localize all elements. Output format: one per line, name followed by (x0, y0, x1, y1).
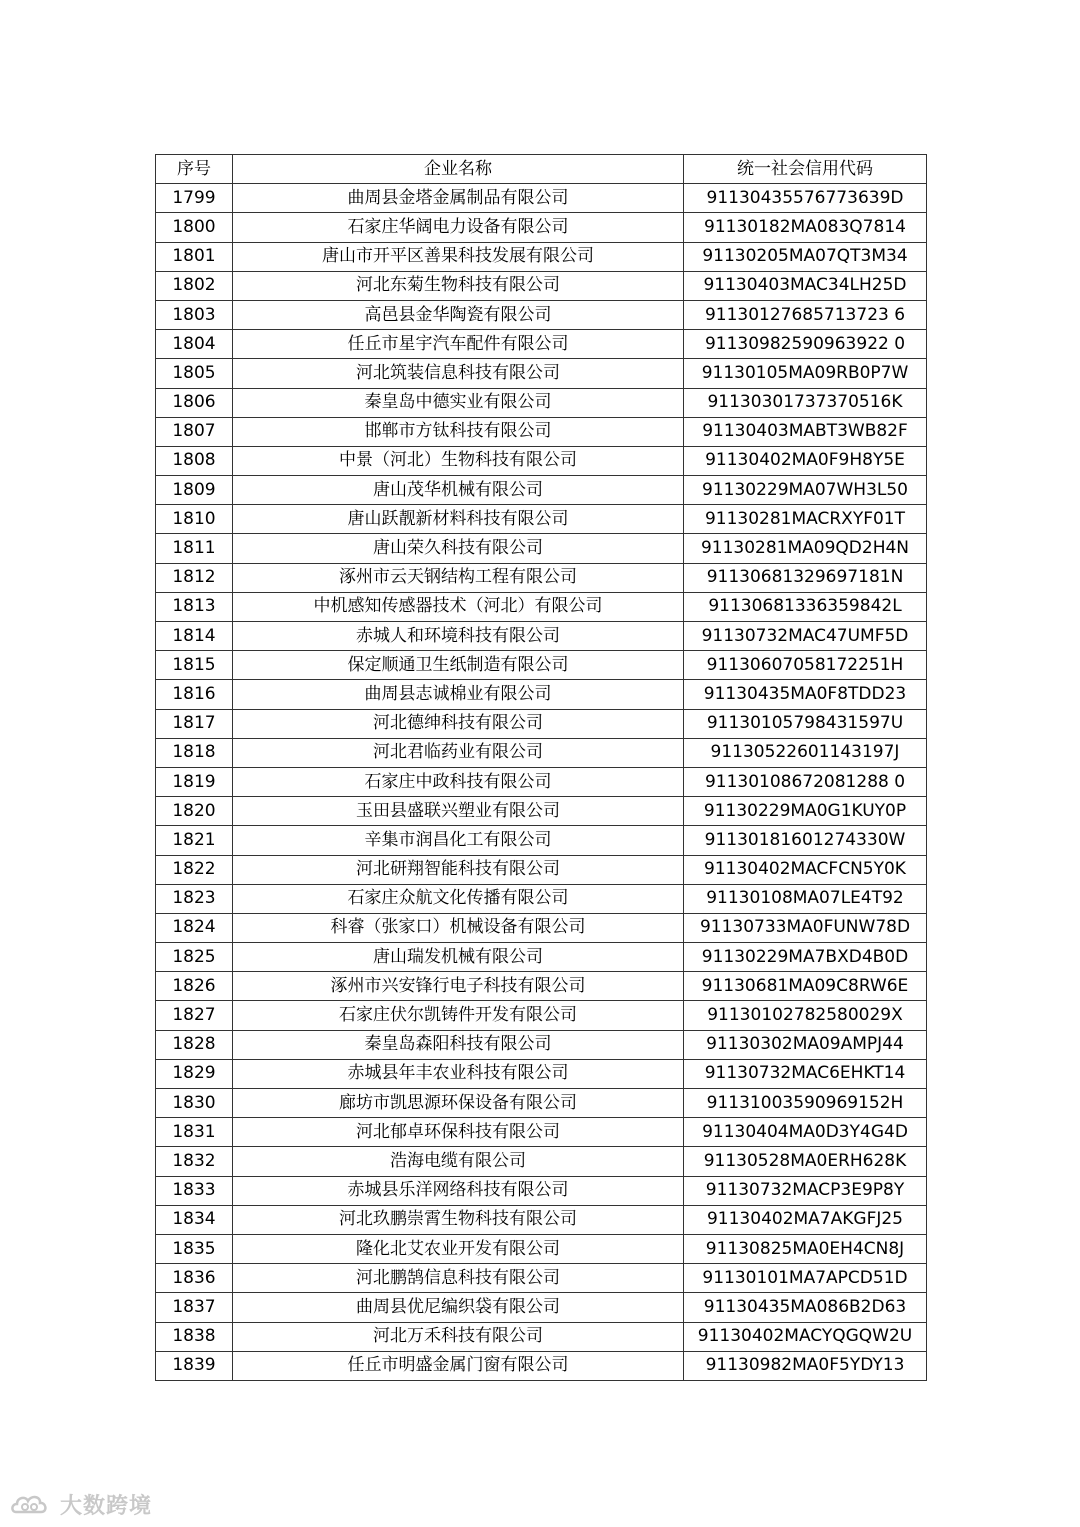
table-row (156, 359, 927, 388)
row-index: 1824 (156, 913, 233, 942)
row-index: 1823 (156, 884, 233, 913)
company-name: 秦皇岛中德实业有限公司 (233, 388, 684, 417)
enterprise-table (155, 154, 927, 1381)
credit-code: 91130102782580029X (684, 1001, 927, 1030)
credit-code: 91130733MA0FUNW78D (684, 913, 927, 942)
watermark-text: 大数跨境 (60, 1493, 153, 1519)
row-index: 1800 (156, 213, 233, 242)
header-index: 序号 (156, 155, 233, 184)
row-index: 1830 (156, 1089, 233, 1118)
row-index: 1818 (156, 738, 233, 767)
company-name: 唐山茂华机械有限公司 (233, 476, 684, 505)
company-name: 中景（河北）生物科技有限公司 (233, 446, 684, 475)
table-body (156, 184, 927, 1381)
company-name: 保定顺通卫生纸制造有限公司 (233, 651, 684, 680)
company-name: 赤城人和环境科技有限公司 (233, 622, 684, 651)
row-index: 1806 (156, 388, 233, 417)
table-row (156, 651, 927, 680)
company-name: 廊坊市凯思源环保设备有限公司 (233, 1089, 684, 1118)
credit-code: 91130403MAC34LH25D (684, 271, 927, 300)
credit-code: 91130982MA0F5YDY13 (684, 1351, 927, 1380)
company-name: 辛集市润昌化工有限公司 (233, 826, 684, 855)
company-name: 石家庄众航文化传播有限公司 (233, 884, 684, 913)
table-row (156, 242, 927, 271)
table-row (156, 1176, 927, 1205)
table-row (156, 563, 927, 592)
company-name: 中机感知传感器技术（河北）有限公司 (233, 592, 684, 621)
row-index: 1834 (156, 1205, 233, 1234)
credit-code: 91130108672081288 0 (684, 767, 927, 796)
credit-code: 91130229MA07WH3L50 (684, 476, 927, 505)
credit-code: 91130607058172251H (684, 651, 927, 680)
company-name: 曲周县志诚棉业有限公司 (233, 680, 684, 709)
table-row (156, 884, 927, 913)
table-row (156, 1205, 927, 1234)
table-row (156, 1059, 927, 1088)
credit-code: 91130205MA07QT3M34 (684, 242, 927, 271)
credit-code: 91130404MA0D3Y4G4D (684, 1118, 927, 1147)
table-row (156, 943, 927, 972)
table-row (156, 1030, 927, 1059)
table-row (156, 855, 927, 884)
credit-code: 91130522601143197J (684, 738, 927, 767)
credit-code: 91130402MACFCN5Y0K (684, 855, 927, 884)
row-index: 1827 (156, 1001, 233, 1030)
company-name: 河北筑装信息科技有限公司 (233, 359, 684, 388)
credit-code: 91130402MA7AKGFJ25 (684, 1205, 927, 1234)
row-index: 1813 (156, 592, 233, 621)
credit-code: 91130435MA086B2D63 (684, 1293, 927, 1322)
row-index: 1807 (156, 417, 233, 446)
table-row (156, 1147, 927, 1176)
credit-code: 91130302MA09AMPJ44 (684, 1030, 927, 1059)
table-row (156, 1351, 927, 1380)
company-name: 隆化北艾农业开发有限公司 (233, 1234, 684, 1263)
row-index: 1817 (156, 709, 233, 738)
row-index: 1810 (156, 505, 233, 534)
row-index: 1799 (156, 184, 233, 213)
credit-code: 91130108MA07LE4T92 (684, 884, 927, 913)
company-name: 石家庄中政科技有限公司 (233, 767, 684, 796)
company-name: 唐山荣久科技有限公司 (233, 534, 684, 563)
company-name: 科睿（张家口）机械设备有限公司 (233, 913, 684, 942)
table-row (156, 271, 927, 300)
table-row (156, 913, 927, 942)
row-index: 1839 (156, 1351, 233, 1380)
credit-code: 91130732MAC47UMF5D (684, 622, 927, 651)
credit-code: 91130732MACP3E9P8Y (684, 1176, 927, 1205)
company-name: 河北郁卓环保科技有限公司 (233, 1118, 684, 1147)
company-name: 任丘市明盛金属门窗有限公司 (233, 1351, 684, 1380)
table-row (156, 1234, 927, 1263)
credit-code: 91130301737370516K (684, 388, 927, 417)
company-name: 河北德绅科技有限公司 (233, 709, 684, 738)
company-name: 河北万禾科技有限公司 (233, 1322, 684, 1351)
table-row (156, 388, 927, 417)
row-index: 1828 (156, 1030, 233, 1059)
table-row (156, 622, 927, 651)
company-name: 唐山市开平区善果科技发展有限公司 (233, 242, 684, 271)
table-row (156, 476, 927, 505)
company-name: 高邑县金华陶瓷有限公司 (233, 300, 684, 329)
credit-code: 91130528MA0ERH628K (684, 1147, 927, 1176)
company-name: 玉田县盛联兴塑业有限公司 (233, 797, 684, 826)
credit-code: 91130435576773639D (684, 184, 927, 213)
credit-code: 91130281MACRXYF01T (684, 505, 927, 534)
row-index: 1833 (156, 1176, 233, 1205)
credit-code: 91130681329697181N (684, 563, 927, 592)
table-row (156, 767, 927, 796)
table-row (156, 1264, 927, 1293)
credit-code: 91130105798431597U (684, 709, 927, 738)
company-name: 赤城县乐洋网络科技有限公司 (233, 1176, 684, 1205)
credit-code: 91130402MA0F9H8Y5E (684, 446, 927, 475)
table-row (156, 1118, 927, 1147)
company-name: 河北鹏鹄信息科技有限公司 (233, 1264, 684, 1293)
credit-code: 91130681336359842L (684, 592, 927, 621)
credit-code: 91130281MA09QD2H4N (684, 534, 927, 563)
company-name: 浩海电缆有限公司 (233, 1147, 684, 1176)
row-index: 1835 (156, 1234, 233, 1263)
row-index: 1801 (156, 242, 233, 271)
row-index: 1820 (156, 797, 233, 826)
table-row (156, 505, 927, 534)
table-row (156, 738, 927, 767)
company-name: 河北君临药业有限公司 (233, 738, 684, 767)
company-name: 邯郸市方钛科技有限公司 (233, 417, 684, 446)
credit-code: 91130402MACYQGQW2U (684, 1322, 927, 1351)
row-index: 1825 (156, 943, 233, 972)
table-row (156, 709, 927, 738)
table-row (156, 1293, 927, 1322)
row-index: 1832 (156, 1147, 233, 1176)
company-name: 河北研翔智能科技有限公司 (233, 855, 684, 884)
row-index: 1831 (156, 1118, 233, 1147)
row-index: 1803 (156, 300, 233, 329)
credit-code: 91130182MA083Q7814 (684, 213, 927, 242)
row-index: 1804 (156, 330, 233, 359)
credit-code: 91130229MA0G1KUY0P (684, 797, 927, 826)
table-row (156, 797, 927, 826)
cloud-logo-icon (10, 1490, 54, 1518)
row-index: 1822 (156, 855, 233, 884)
company-name: 唐山跃靓新材料科技有限公司 (233, 505, 684, 534)
credit-code: 91130181601274330W (684, 826, 927, 855)
table-row (156, 534, 927, 563)
credit-code: 91130105MA09RB0P7W (684, 359, 927, 388)
credit-code: 91130403MABT3WB82F (684, 417, 927, 446)
row-index: 1808 (156, 446, 233, 475)
row-index: 1837 (156, 1293, 233, 1322)
table-row (156, 1089, 927, 1118)
row-index: 1809 (156, 476, 233, 505)
credit-code: 91130732MAC6EHKT14 (684, 1059, 927, 1088)
table-row (156, 1322, 927, 1351)
table-row (156, 446, 927, 475)
header-credit-code: 统一社会信用代码 (684, 155, 927, 184)
credit-code: 91130825MA0EH4CN8J (684, 1234, 927, 1263)
row-index: 1816 (156, 680, 233, 709)
table-row (156, 972, 927, 1001)
row-index: 1802 (156, 271, 233, 300)
table-header-row (156, 155, 927, 184)
company-name: 河北玖鹏崇霄生物科技有限公司 (233, 1205, 684, 1234)
row-index: 1821 (156, 826, 233, 855)
credit-code: 91130101MA7APCD51D (684, 1264, 927, 1293)
table-row (156, 680, 927, 709)
credit-code: 91130681MA09C8RW6E (684, 972, 927, 1001)
row-index: 1826 (156, 972, 233, 1001)
table-row (156, 417, 927, 446)
company-name: 唐山瑞发机械有限公司 (233, 943, 684, 972)
table-row (156, 826, 927, 855)
table-row (156, 1001, 927, 1030)
row-index: 1836 (156, 1264, 233, 1293)
row-index: 1805 (156, 359, 233, 388)
company-name: 任丘市星宇汽车配件有限公司 (233, 330, 684, 359)
row-index: 1815 (156, 651, 233, 680)
table-row (156, 213, 927, 242)
watermark (10, 1489, 152, 1519)
company-name: 秦皇岛森阳科技有限公司 (233, 1030, 684, 1059)
row-index: 1819 (156, 767, 233, 796)
credit-code: 91130127685713723 6 (684, 300, 927, 329)
row-index: 1829 (156, 1059, 233, 1088)
company-name: 曲周县优尼编织袋有限公司 (233, 1293, 684, 1322)
row-index: 1814 (156, 622, 233, 651)
header-company-name: 企业名称 (233, 155, 684, 184)
table-row (156, 184, 927, 213)
company-name: 河北东菊生物科技有限公司 (233, 271, 684, 300)
row-index: 1838 (156, 1322, 233, 1351)
credit-code: 91131003590969152H (684, 1089, 927, 1118)
row-index: 1811 (156, 534, 233, 563)
company-name: 曲周县金塔金属制品有限公司 (233, 184, 684, 213)
company-name: 赤城县年丰农业科技有限公司 (233, 1059, 684, 1088)
credit-code: 91130435MA0F8TDD23 (684, 680, 927, 709)
credit-code: 91130982590963922 0 (684, 330, 927, 359)
table-row (156, 592, 927, 621)
row-index: 1812 (156, 563, 233, 592)
company-name: 涿州市兴安锋行电子科技有限公司 (233, 972, 684, 1001)
company-name: 涿州市云天钢结构工程有限公司 (233, 563, 684, 592)
company-name: 石家庄华阔电力设备有限公司 (233, 213, 684, 242)
credit-code: 91130229MA7BXD4B0D (684, 943, 927, 972)
table-row (156, 330, 927, 359)
table-row (156, 300, 927, 329)
company-name: 石家庄伏尔凯铸件开发有限公司 (233, 1001, 684, 1030)
